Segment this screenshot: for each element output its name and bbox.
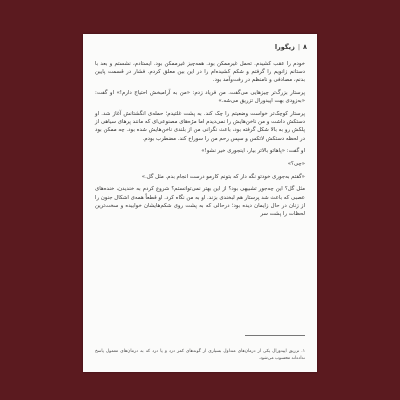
header-separator: | xyxy=(297,43,301,51)
footnote: ۱. تزریق اپیدورال یکی از درمان‌های متداول بسیاری از گونه‌های کمر درد و پا درد که به درمان‌های معمول پاسخ نداده‌اند محسوب می‌شود. xyxy=(95,349,305,361)
page-number: ۸ xyxy=(303,43,307,51)
footnote-divider xyxy=(245,335,305,336)
paragraph: خودم را عقب کشیدم. تحمل غیرممکن بود. همه‌چیز غیرممکن بود. ایستادم، نشستم و بعد با دستانم زانویم را گرفتم و شکم کشیده‌ام را در این بین معلق کردم. فشار در قسمت پایین بدنم، مصادفی و نامنظم در رفت‌وآمد بود. xyxy=(95,61,305,84)
paragraph: پرستار کوچک‌تر خواست وضعیتم را چک کند. به پشت غلتیدم؛ حمله‌ی انگشتانش آغاز شد. او دستکش داشت و من ناخن‌هایش را نمی‌دیدم اما مژه‌های مصنوعی‌ای که مانند پرهای سیاهی از پلکش رو به بالا شکل گرفته بود، باعث نگرانی من از بلندی ناخن‌هایش شده بود. چه ممکن بود در لحظه دستکش لاتکس و سپس رحم من را سوراخ کند. مضطرب بودم. xyxy=(95,111,305,142)
paragraph: او گفت: «پاهاتو بالاتر بیار، اینجوری خیر نشو!» xyxy=(201,148,305,155)
paragraph: «چی؟» xyxy=(287,161,305,168)
book-page xyxy=(83,34,317,372)
paragraph: مثل گل؟ این چه‌جور تشبیهی بود؟ از این بهتر نمی‌توانستم؟ شروع کردم به خندیدن، خنده‌های عصبی که باعث شد پرستار هم لبخندی بزند. او به من نگاه کرد. او قطعاً همه‌ی اشکال جنون را از زنان در حال زایمان دیده بود؛ درحالی که به پشت روی شکم‌هایشان خوابیده و سخت‌ترین لحظات را پشت سر xyxy=(95,186,305,218)
page-body xyxy=(95,60,305,223)
page-header xyxy=(275,43,307,51)
paragraph: پرستار بزرگ‌تر چیزهایی می‌گفت. من فریاد زدم: «من به آرامبخش احتیاج دارم!» او گفت: «به‌زودی بهت اپیدورال تزریق می‌شه.» xyxy=(95,90,305,105)
book-title: زیگورا xyxy=(274,43,295,51)
paragraph: «گفتم به‌جوری خودتو نگه دار که بتونم کارمو درست انجام بدم. مثل گل.» xyxy=(141,173,305,180)
